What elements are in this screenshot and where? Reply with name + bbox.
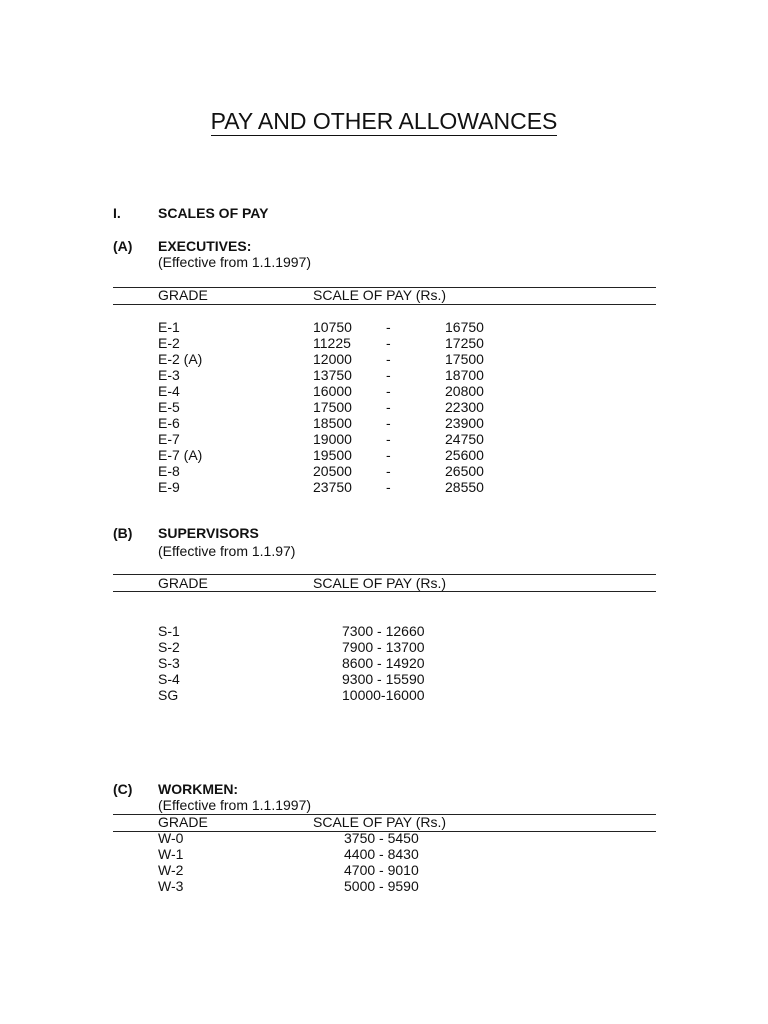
grade-cell: S-4 — [158, 671, 180, 687]
grade-cell: S-1 — [158, 623, 180, 639]
scale-min-cell: 18500 — [313, 415, 352, 431]
grade-cell: E-3 — [158, 367, 180, 383]
supervisors-col-grade: GRADE — [158, 575, 208, 591]
table-row — [0, 367, 768, 383]
page-title — [0, 106, 768, 136]
workmen-tag: (C) — [113, 781, 133, 797]
table-row — [0, 878, 768, 894]
supervisors-heading: SUPERVISORS — [158, 525, 259, 541]
table-row — [0, 431, 768, 447]
grade-cell: S-3 — [158, 655, 180, 671]
scale-dash: - — [386, 463, 391, 479]
page-title-text: PAY AND OTHER ALLOWANCES — [210, 108, 558, 134]
table-row — [0, 862, 768, 878]
scale-min-cell: 19500 — [313, 447, 352, 463]
scale-max-cell: 20800 — [445, 383, 484, 399]
scale-max-cell: 23900 — [445, 415, 484, 431]
table-row — [0, 639, 768, 655]
grade-cell: E-8 — [158, 463, 180, 479]
executives-header-rule-bottom — [113, 304, 656, 305]
scale-max-cell: 18700 — [445, 367, 484, 383]
table-row — [0, 335, 768, 351]
table-row — [0, 447, 768, 463]
scale-dash: - — [386, 415, 391, 431]
scale-min-cell: 12000 — [313, 351, 352, 367]
scale-dash: - — [386, 479, 391, 495]
table-row — [0, 415, 768, 431]
section-label: SCALES OF PAY — [158, 205, 269, 221]
scale-max-cell: 22300 — [445, 399, 484, 415]
table-row — [0, 655, 768, 671]
grade-cell: W-3 — [158, 878, 184, 894]
grade-cell: E-1 — [158, 319, 180, 335]
grade-cell: S-2 — [158, 639, 180, 655]
scale-max-cell: 24750 — [445, 431, 484, 447]
scale-cell: 9300 - 15590 — [342, 671, 425, 687]
supervisors-col-scale: SCALE OF PAY (Rs.) — [313, 575, 447, 591]
scale-min-cell: 23750 — [313, 479, 352, 495]
scale-min-cell: 17500 — [313, 399, 352, 415]
scale-min-cell: 19000 — [313, 431, 352, 447]
grade-cell: E-5 — [158, 399, 180, 415]
grade-cell: E-7 (A) — [158, 447, 203, 463]
workmen-col-grade: GRADE — [158, 814, 208, 830]
scale-dash: - — [386, 399, 391, 415]
grade-cell: E-4 — [158, 383, 180, 399]
table-row — [0, 351, 768, 367]
scale-cell: 5000 - 9590 — [344, 878, 419, 894]
grade-cell: E-9 — [158, 479, 180, 495]
table-row — [0, 671, 768, 687]
workmen-col-scale: SCALE OF PAY (Rs.) — [313, 814, 447, 830]
scale-dash: - — [386, 367, 391, 383]
executives-heading: EXECUTIVES: — [158, 238, 252, 254]
scale-dash: - — [386, 335, 391, 351]
scale-max-cell: 28550 — [445, 479, 484, 495]
scale-min-cell: 13750 — [313, 367, 352, 383]
table-row — [0, 623, 768, 639]
supervisors-effective-date: (Effective from 1.1.97) — [158, 543, 296, 559]
scale-max-cell: 25600 — [445, 447, 484, 463]
scale-min-cell: 16000 — [313, 383, 352, 399]
scale-min-cell: 11225 — [313, 335, 351, 351]
table-row — [0, 383, 768, 399]
scale-cell: 10000-16000 — [342, 687, 425, 703]
table-row — [0, 399, 768, 415]
executives-col-scale: SCALE OF PAY (Rs.) — [313, 287, 447, 303]
grade-cell: E-7 — [158, 431, 180, 447]
grade-cell: W-1 — [158, 846, 184, 862]
scale-max-cell: 26500 — [445, 463, 484, 479]
table-row — [0, 687, 768, 703]
scale-min-cell: 10750 — [313, 319, 352, 335]
grade-cell: E-2 (A) — [158, 351, 203, 367]
scale-dash: - — [386, 351, 391, 367]
scale-max-cell: 16750 — [445, 319, 484, 335]
section-number: I. — [113, 205, 121, 221]
workmen-heading: WORKMEN: — [158, 781, 239, 797]
table-row — [0, 463, 768, 479]
workmen-effective-date: (Effective from 1.1.1997) — [158, 797, 312, 813]
scale-cell: 4700 - 9010 — [344, 862, 419, 878]
supervisors-tag: (B) — [113, 525, 133, 541]
scale-cell: 7900 - 13700 — [342, 639, 425, 655]
executives-effective-date: (Effective from 1.1.1997) — [158, 254, 312, 270]
supervisors-header-rule-bottom — [113, 591, 656, 592]
scale-cell: 7300 - 12660 — [342, 623, 425, 639]
executives-col-grade: GRADE — [158, 287, 208, 303]
grade-cell: E-6 — [158, 415, 180, 431]
grade-cell: SG — [158, 687, 179, 703]
scale-dash: - — [386, 431, 391, 447]
scale-cell: 8600 - 14920 — [342, 655, 425, 671]
scale-max-cell: 17500 — [445, 351, 484, 367]
table-row — [0, 479, 768, 495]
scale-max-cell: 17250 — [445, 335, 484, 351]
table-row — [0, 319, 768, 335]
scale-dash: - — [386, 447, 391, 463]
table-row — [0, 846, 768, 862]
grade-cell: E-2 — [158, 335, 180, 351]
scale-cell: 4400 - 8430 — [344, 846, 419, 862]
grade-cell: W-2 — [158, 862, 184, 878]
grade-cell: W-0 — [158, 830, 184, 846]
scale-cell: 3750 - 5450 — [344, 830, 419, 846]
scale-dash: - — [386, 319, 391, 335]
scale-dash: - — [386, 383, 391, 399]
table-row — [0, 830, 768, 846]
executives-tag: (A) — [113, 238, 133, 254]
scale-min-cell: 20500 — [313, 463, 352, 479]
